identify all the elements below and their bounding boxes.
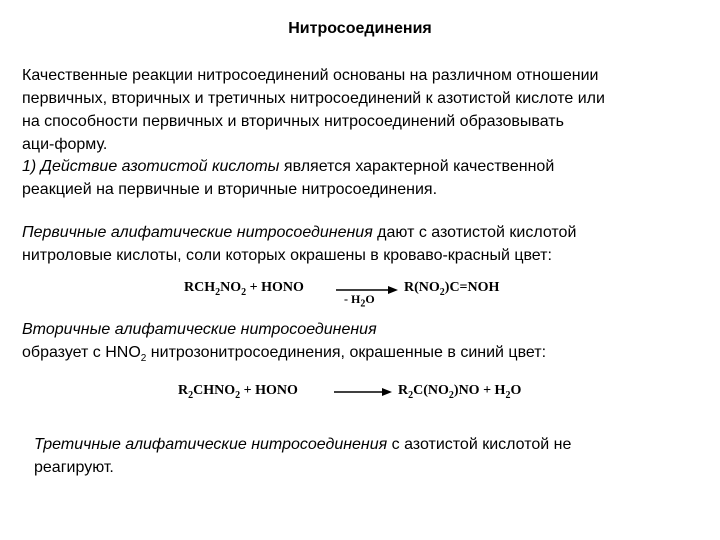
- intro-line: на способности первичных и вторичных нитросоединений образовывать: [22, 113, 564, 130]
- secondary-line: образует с $HNO_2$ нитрозонитросоединения, окрашенные в синий цвет:: [22, 344, 547, 365]
- section1-heading-rest: является характерной качественной: [279, 158, 555, 175]
- primary-heading: Первичные алифатические нитросоединения: [22, 224, 373, 241]
- secondary-line: [22, 318, 702, 341]
- section1-heading: 1) Действие азотистой кислоты: [22, 158, 280, 175]
- primary-line: [22, 221, 702, 244]
- primary-line: нитроловые кислоты, соли которых окрашены в кроваво-красный цвет:: [22, 247, 552, 264]
- eq2-products: $R_2C(NO_2)NO + H_2O$: [398, 383, 522, 401]
- secondary-heading: Вторичные алифатические нитросоединения: [22, 321, 377, 338]
- tertiary-heading-rest: с азотистой кислотой не: [387, 436, 572, 453]
- tertiary-paragraph: [34, 433, 714, 479]
- page-title: Нитросоединения: [288, 20, 432, 37]
- eq1-products: $R(NO_2)C=NOH$: [404, 280, 500, 298]
- intro-line: аци-форму.: [22, 136, 108, 153]
- eq2-reactants: $R_2CHNO_2$ + HONO: [178, 383, 298, 401]
- primary-paragraph: [22, 221, 702, 267]
- secondary-paragraph: [22, 318, 702, 370]
- section1-paragraph: [22, 155, 702, 201]
- eq1-condition: - $H_2O$: [344, 292, 375, 310]
- intro-paragraph: [22, 64, 702, 156]
- eq1-reactants: $RCH_2NO_2$ + HONO: [184, 280, 304, 298]
- intro-line: Качественные реакции нитросоединений основаны на различном отношении: [22, 67, 599, 84]
- primary-heading-rest: дают с азотистой кислотой: [372, 224, 577, 241]
- tertiary-heading: Третичные алифатические нитросоединения: [34, 436, 388, 453]
- intro-line: первичных, вторичных и третичных нитросоединений к азотистой кислоте или: [22, 90, 605, 107]
- section1-line: реакцией на первичные и вторичные нитросоединения.: [22, 181, 438, 198]
- eq2-arrow: [334, 387, 392, 397]
- section1-line: [22, 155, 702, 178]
- tertiary-line: реагируют.: [34, 459, 114, 476]
- tertiary-line: [34, 433, 714, 456]
